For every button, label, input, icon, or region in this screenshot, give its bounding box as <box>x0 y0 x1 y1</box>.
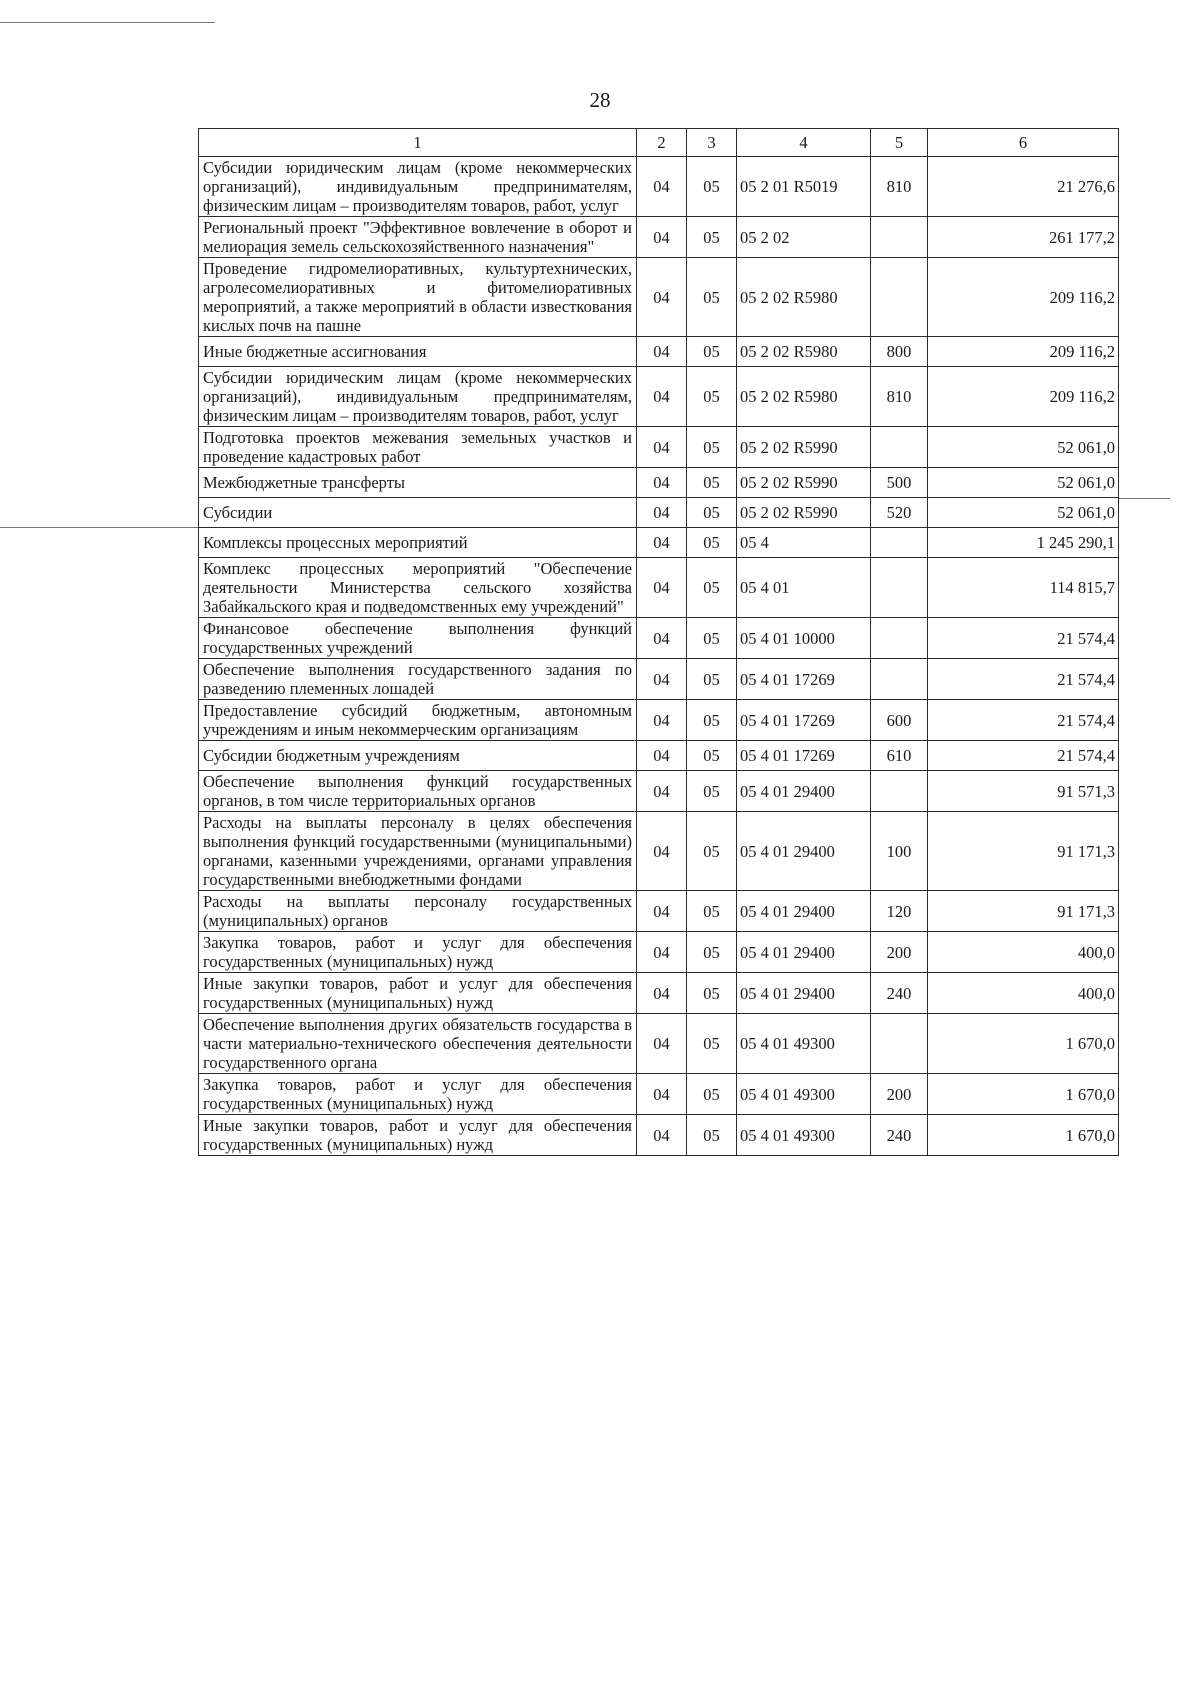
table-row <box>199 700 1119 741</box>
row-name-cell: Расходы на выплаты персоналу государственных (муниципальных) органов <box>199 891 637 932</box>
row-subsection-cell: 05 <box>687 932 737 973</box>
row-amount-cell: 21 574,4 <box>928 659 1119 700</box>
row-amount-cell: 400,0 <box>928 973 1119 1014</box>
table-row <box>199 337 1119 367</box>
row-subsection-cell: 05 <box>687 812 737 891</box>
row-section-cell: 04 <box>637 1115 687 1156</box>
table-row <box>199 258 1119 337</box>
row-subsection-cell: 05 <box>687 528 737 558</box>
row-amount-cell: 52 061,0 <box>928 468 1119 498</box>
table-row <box>199 367 1119 427</box>
row-subsection-cell: 05 <box>687 558 737 618</box>
row-section-cell: 04 <box>637 468 687 498</box>
row-subsection-cell: 05 <box>687 659 737 700</box>
row-expense-type-cell: 200 <box>871 1074 928 1115</box>
header-col-5: 5 <box>871 129 928 157</box>
row-section-cell: 04 <box>637 217 687 258</box>
row-expense-type-cell: 120 <box>871 891 928 932</box>
row-expense-type-cell <box>871 427 928 468</box>
row-expense-type-cell <box>871 558 928 618</box>
row-name-cell: Субсидии <box>199 498 637 528</box>
row-target-article-cell: 05 4 <box>737 528 871 558</box>
row-expense-type-cell <box>871 258 928 337</box>
row-amount-cell: 209 116,2 <box>928 337 1119 367</box>
table-row <box>199 659 1119 700</box>
row-section-cell: 04 <box>637 932 687 973</box>
scan-artifact-top-line <box>0 22 215 23</box>
row-amount-cell: 400,0 <box>928 932 1119 973</box>
row-subsection-cell: 05 <box>687 498 737 528</box>
table-body <box>199 157 1119 1156</box>
row-target-article-cell: 05 4 01 17269 <box>737 700 871 741</box>
row-subsection-cell: 05 <box>687 771 737 812</box>
table-header-row <box>199 129 1119 157</box>
row-section-cell: 04 <box>637 498 687 528</box>
row-expense-type-cell <box>871 659 928 700</box>
row-target-article-cell: 05 4 01 49300 <box>737 1014 871 1074</box>
row-section-cell: 04 <box>637 258 687 337</box>
row-target-article-cell: 05 2 02 R5990 <box>737 427 871 468</box>
row-amount-cell: 261 177,2 <box>928 217 1119 258</box>
header-col-4: 4 <box>737 129 871 157</box>
row-target-article-cell: 05 4 01 49300 <box>737 1074 871 1115</box>
row-section-cell: 04 <box>637 771 687 812</box>
row-target-article-cell: 05 2 02 R5980 <box>737 337 871 367</box>
row-target-article-cell: 05 4 01 29400 <box>737 812 871 891</box>
row-section-cell: 04 <box>637 618 687 659</box>
row-subsection-cell: 05 <box>687 258 737 337</box>
row-target-article-cell: 05 4 01 10000 <box>737 618 871 659</box>
row-name-cell: Субсидии юридическим лицам (кроме некоммерческих организаций), индивидуальным предпринимателям, физическим лицам – производителям товаров, работ, услуг <box>199 367 637 427</box>
row-section-cell: 04 <box>637 1014 687 1074</box>
row-amount-cell: 91 571,3 <box>928 771 1119 812</box>
row-amount-cell: 21 574,4 <box>928 700 1119 741</box>
row-expense-type-cell: 520 <box>871 498 928 528</box>
row-section-cell: 04 <box>637 812 687 891</box>
row-amount-cell: 21 276,6 <box>928 157 1119 217</box>
table-row <box>199 618 1119 659</box>
row-expense-type-cell: 240 <box>871 1115 928 1156</box>
row-subsection-cell: 05 <box>687 618 737 659</box>
table-row <box>199 498 1119 528</box>
row-name-cell: Обеспечение выполнения государственного задания по разведению племенных лошадей <box>199 659 637 700</box>
row-name-cell: Финансовое обеспечение выполнения функций государственных учреждений <box>199 618 637 659</box>
row-expense-type-cell: 500 <box>871 468 928 498</box>
row-target-article-cell: 05 4 01 29400 <box>737 973 871 1014</box>
row-amount-cell: 114 815,7 <box>928 558 1119 618</box>
row-expense-type-cell: 800 <box>871 337 928 367</box>
row-name-cell: Обеспечение выполнения других обязательств государства в части материально-технического обеспечения деятельности государственного органа <box>199 1014 637 1074</box>
row-subsection-cell: 05 <box>687 468 737 498</box>
row-subsection-cell: 05 <box>687 337 737 367</box>
table-row <box>199 812 1119 891</box>
row-name-cell: Проведение гидромелиоративных, культуртехнических, агролесомелиоративных и фитомелиоративных мероприятий, а также мероприятий в области известкования кислых почв на пашне <box>199 258 637 337</box>
row-subsection-cell: 05 <box>687 427 737 468</box>
row-target-article-cell: 05 2 02 R5980 <box>737 367 871 427</box>
row-name-cell: Комплексы процессных мероприятий <box>199 528 637 558</box>
row-expense-type-cell: 200 <box>871 932 928 973</box>
row-expense-type-cell <box>871 618 928 659</box>
row-name-cell: Подготовка проектов межевания земельных участков и проведение кадастровых работ <box>199 427 637 468</box>
row-name-cell: Закупка товаров, работ и услуг для обеспечения государственных (муниципальных) нужд <box>199 1074 637 1115</box>
row-section-cell: 04 <box>637 427 687 468</box>
row-amount-cell: 1 670,0 <box>928 1074 1119 1115</box>
row-name-cell: Субсидии юридическим лицам (кроме некоммерческих организаций), индивидуальным предпринимателям, физическим лицам – производителям товаров, работ, услуг <box>199 157 637 217</box>
row-name-cell: Иные бюджетные ассигнования <box>199 337 637 367</box>
row-section-cell: 04 <box>637 367 687 427</box>
row-amount-cell: 1 670,0 <box>928 1115 1119 1156</box>
row-target-article-cell: 05 4 01 17269 <box>737 659 871 700</box>
row-section-cell: 04 <box>637 1074 687 1115</box>
row-expense-type-cell <box>871 1014 928 1074</box>
row-amount-cell: 52 061,0 <box>928 498 1119 528</box>
table-row <box>199 157 1119 217</box>
row-target-article-cell: 05 4 01 49300 <box>737 1115 871 1156</box>
row-section-cell: 04 <box>637 337 687 367</box>
table-row <box>199 468 1119 498</box>
row-target-article-cell: 05 4 01 29400 <box>737 891 871 932</box>
row-name-cell: Региональный проект "Эффективное вовлечение в оборот и мелиорация земель сельскохозяйственного назначения" <box>199 217 637 258</box>
table-row <box>199 528 1119 558</box>
table-row <box>199 1115 1119 1156</box>
row-subsection-cell: 05 <box>687 700 737 741</box>
header-col-2: 2 <box>637 129 687 157</box>
table-row <box>199 1074 1119 1115</box>
row-subsection-cell: 05 <box>687 1074 737 1115</box>
row-name-cell: Иные закупки товаров, работ и услуг для обеспечения государственных (муниципальных) нужд <box>199 973 637 1014</box>
row-subsection-cell: 05 <box>687 367 737 427</box>
row-name-cell: Субсидии бюджетным учреждениям <box>199 741 637 771</box>
row-expense-type-cell <box>871 771 928 812</box>
row-target-article-cell: 05 4 01 29400 <box>737 932 871 973</box>
row-target-article-cell: 05 4 01 29400 <box>737 771 871 812</box>
row-section-cell: 04 <box>637 973 687 1014</box>
table-row <box>199 891 1119 932</box>
row-subsection-cell: 05 <box>687 1115 737 1156</box>
row-subsection-cell: 05 <box>687 157 737 217</box>
table-row <box>199 1014 1119 1074</box>
row-target-article-cell: 05 2 01 R5019 <box>737 157 871 217</box>
row-amount-cell: 209 116,2 <box>928 258 1119 337</box>
row-target-article-cell: 05 2 02 R5990 <box>737 468 871 498</box>
table-row <box>199 427 1119 468</box>
row-expense-type-cell: 100 <box>871 812 928 891</box>
row-section-cell: 04 <box>637 700 687 741</box>
row-subsection-cell: 05 <box>687 891 737 932</box>
row-section-cell: 04 <box>637 528 687 558</box>
row-subsection-cell: 05 <box>687 973 737 1014</box>
row-name-cell: Иные закупки товаров, работ и услуг для обеспечения государственных (муниципальных) нужд <box>199 1115 637 1156</box>
header-col-1: 1 <box>199 129 637 157</box>
row-amount-cell: 209 116,2 <box>928 367 1119 427</box>
table-row <box>199 973 1119 1014</box>
row-amount-cell: 52 061,0 <box>928 427 1119 468</box>
header-col-6: 6 <box>928 129 1119 157</box>
row-section-cell: 04 <box>637 558 687 618</box>
row-expense-type-cell <box>871 217 928 258</box>
row-expense-type-cell: 810 <box>871 157 928 217</box>
table-row <box>199 217 1119 258</box>
row-target-article-cell: 05 4 01 <box>737 558 871 618</box>
row-name-cell: Расходы на выплаты персоналу в целях обеспечения выполнения функций государственными (муниципальными) органами, казенными учреждениями, органами управления государственными внебюджетными фондами <box>199 812 637 891</box>
row-section-cell: 04 <box>637 741 687 771</box>
row-subsection-cell: 05 <box>687 217 737 258</box>
row-target-article-cell: 05 2 02 R5980 <box>737 258 871 337</box>
row-subsection-cell: 05 <box>687 1014 737 1074</box>
header-col-3: 3 <box>687 129 737 157</box>
row-amount-cell: 21 574,4 <box>928 618 1119 659</box>
row-subsection-cell: 05 <box>687 741 737 771</box>
scan-artifact-left-line <box>0 527 200 528</box>
row-name-cell: Закупка товаров, работ и услуг для обеспечения государственных (муниципальных) нужд <box>199 932 637 973</box>
row-section-cell: 04 <box>637 659 687 700</box>
table-row <box>199 771 1119 812</box>
row-amount-cell: 91 171,3 <box>928 891 1119 932</box>
row-target-article-cell: 05 4 01 17269 <box>737 741 871 771</box>
row-target-article-cell: 05 2 02 <box>737 217 871 258</box>
row-amount-cell: 1 670,0 <box>928 1014 1119 1074</box>
table-row <box>199 932 1119 973</box>
row-name-cell: Комплекс процессных мероприятий "Обеспечение деятельности Министерства сельского хозяйства Забайкальского края и подведомственных ему учреждений" <box>199 558 637 618</box>
row-name-cell: Межбюджетные трансферты <box>199 468 637 498</box>
row-expense-type-cell: 610 <box>871 741 928 771</box>
row-expense-type-cell: 240 <box>871 973 928 1014</box>
row-expense-type-cell: 600 <box>871 700 928 741</box>
table-row <box>199 558 1119 618</box>
row-name-cell: Обеспечение выполнения функций государственных органов, в том числе территориальных органов <box>199 771 637 812</box>
row-expense-type-cell: 810 <box>871 367 928 427</box>
row-section-cell: 04 <box>637 891 687 932</box>
row-name-cell: Предоставление субсидий бюджетным, автономным учреждениям и иным некоммерческим организациям <box>199 700 637 741</box>
row-expense-type-cell <box>871 528 928 558</box>
row-amount-cell: 91 171,3 <box>928 812 1119 891</box>
page-number: 28 <box>589 88 611 112</box>
table-row <box>199 741 1119 771</box>
row-target-article-cell: 05 2 02 R5990 <box>737 498 871 528</box>
row-amount-cell: 21 574,4 <box>928 741 1119 771</box>
scan-artifact-right-line <box>1118 498 1170 499</box>
row-section-cell: 04 <box>637 157 687 217</box>
row-amount-cell: 1 245 290,1 <box>928 528 1119 558</box>
budget-table <box>198 128 1119 1156</box>
